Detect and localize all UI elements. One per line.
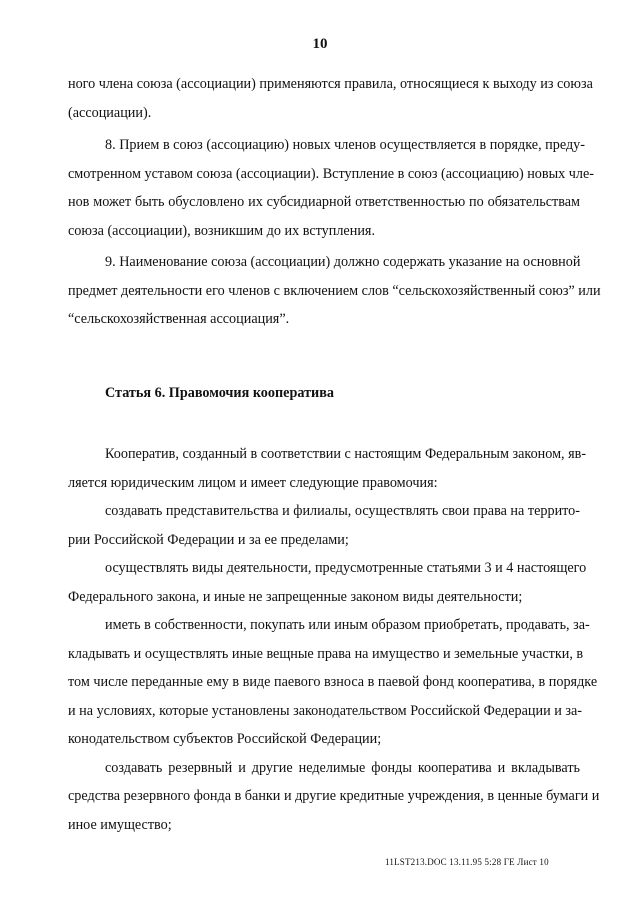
text-line: конодательством субъектов Российской Федерации;	[68, 731, 382, 747]
text-line: создавать резервный и другие неделимые фонды кооператива и вкладывать	[105, 759, 580, 776]
text-line: 9. Наименование союза (ассоциации) должно содержать указание на основной	[105, 254, 581, 270]
text-line: и на условиях, которые установлены законодательством Российской Федерации и за-	[68, 702, 582, 719]
text-line: иное имущество;	[68, 816, 172, 833]
text-line: (ассоциации).	[68, 104, 152, 121]
text-line: том числе переданные ему в виде паевого взноса в паевой фонд кооператива, в порядке	[68, 674, 598, 690]
text-line: нов может быть обусловлено их субсидиарной ответственностью по обязательствам	[68, 194, 580, 210]
page-number: 10	[312, 36, 328, 52]
text-line: иметь в собственности, покупать или иным образом приобретать, продавать, за-	[105, 617, 590, 633]
text-line: смотренном уставом союза (ассоциации). Вступление в союз (ассоциацию) новых чле-	[68, 165, 595, 182]
text-line: “сельскохозяйственная ассоциация”.	[68, 311, 290, 327]
text-line: рии Российской Федерации и за ее пределами;	[68, 531, 349, 548]
text-line: ного члена союза (ассоциации) применяются правила, относящиеся к выходу из союза	[68, 76, 593, 92]
text-line: средства резервного фонда в банки и другие кредитные учреждения, в ценные бумаги и	[68, 788, 600, 804]
document-footer: 11LST213.DOC 13.11.95 5:28 ГЕ Лист 10	[385, 857, 549, 867]
text-line: 8. Прием в союз (ассоциацию) новых членов осуществляется в порядке, преду-	[105, 137, 585, 153]
paragraph-item-8	[68, 131, 595, 245]
text-line: союза (ассоциации), возникшим до их вступления.	[68, 222, 375, 239]
text-line: Федерального закона, и иные не запрещенные законом виды деятельности;	[68, 588, 523, 605]
text-line: создавать представительства и филиалы, осуществлять свои права на террито-	[105, 503, 580, 519]
article-heading: Статья 6. Правомочия кооператива	[105, 385, 334, 401]
article-6-body	[68, 440, 600, 839]
text-line: предмет деятельности его членов с включением слов “сельскохозяйственный союз” или	[68, 282, 601, 299]
text-line: осуществлять виды деятельности, предусмотренные статьями 3 и 4 настоящего	[105, 560, 587, 576]
paragraph-item-9	[68, 248, 601, 334]
paragraph-continuation	[68, 70, 593, 127]
text-line: ляется юридическим лицом и имеет следующие правомочия:	[68, 474, 438, 491]
text-line: кладывать и осуществлять иные вещные права на имущество и земельные участки, в	[68, 645, 584, 662]
text-line: Кооператив, созданный в соответствии с настоящим Федеральным законом, яв-	[105, 446, 587, 462]
